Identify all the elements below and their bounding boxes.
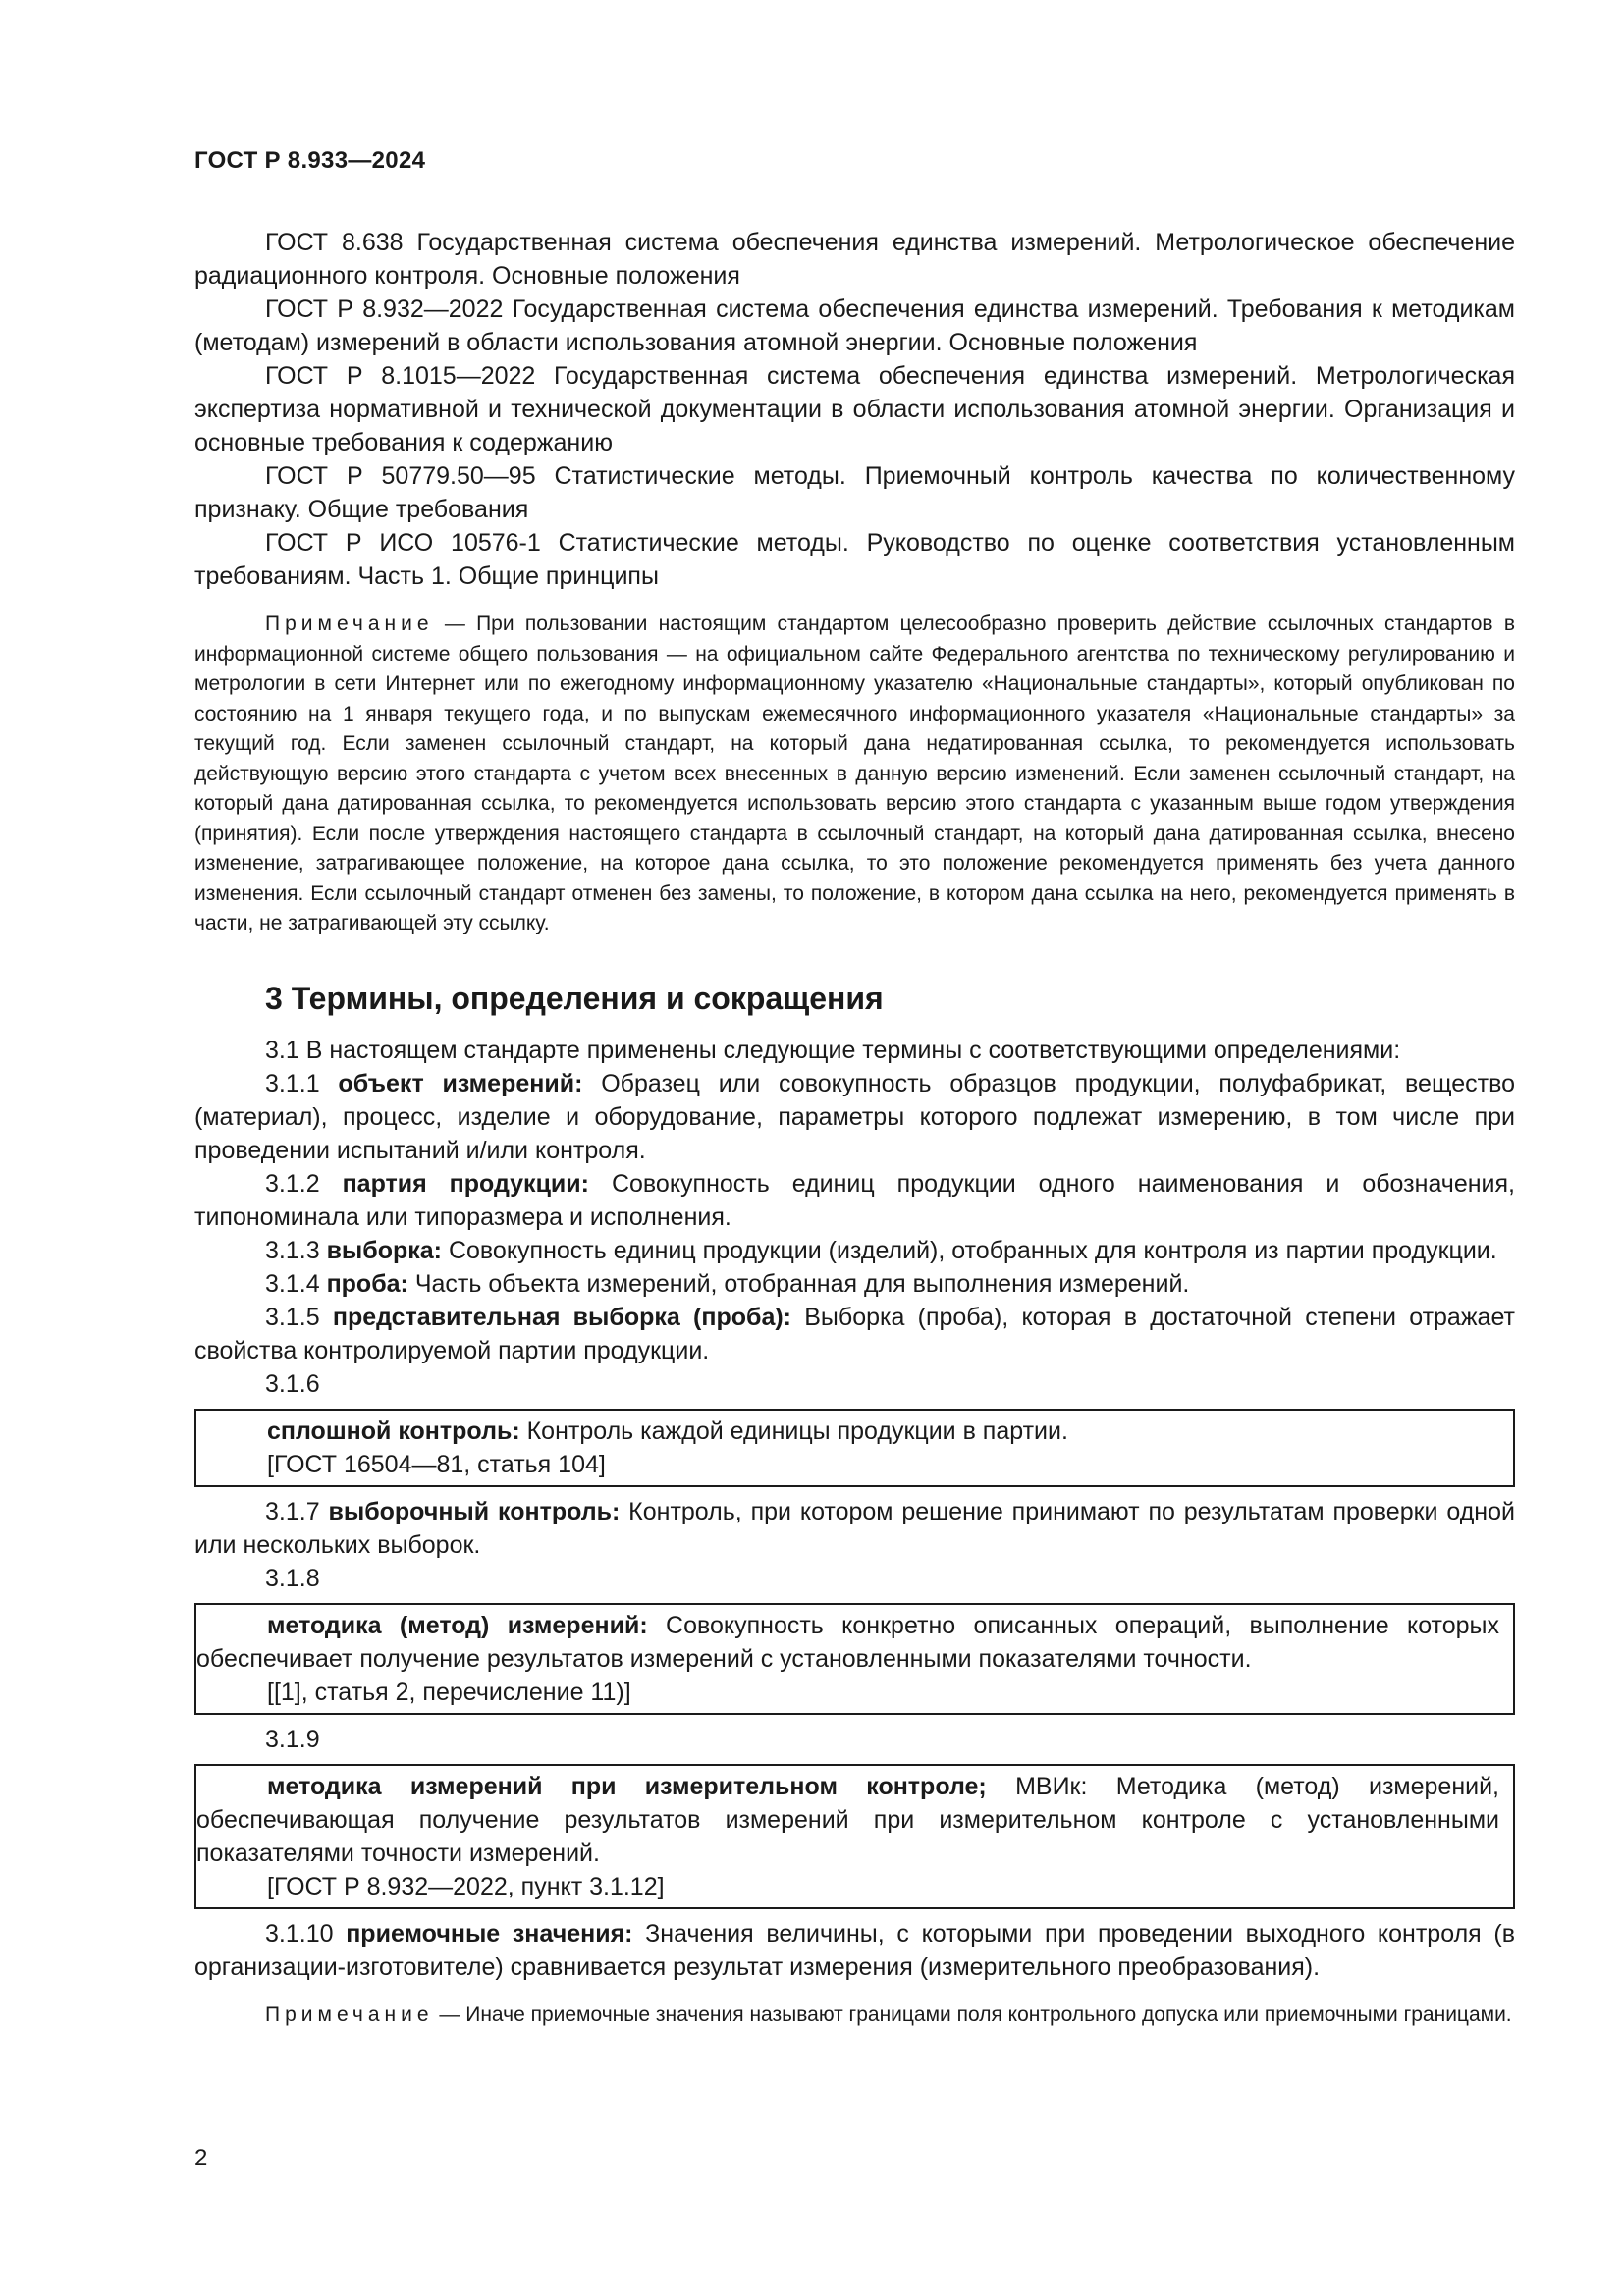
term-box-3-1-6 <box>194 1409 1515 1487</box>
term-3-1-3 <box>194 1234 1515 1267</box>
term-number: 3.1.10 <box>265 1919 347 1948</box>
term-definition: Совокупность единиц продукции (изделий), отобранных для контроля из партии продукции. <box>442 1236 1497 1264</box>
term-entry <box>196 1609 1499 1676</box>
term-3-1-7 <box>194 1495 1515 1562</box>
term-definition: МВИк: Методика (метод) измерений, обеспечивающая получение результатов измерений при измерительном контроле с установленными показателями точности измерений. <box>196 1772 1500 1867</box>
term-name: проба: <box>326 1269 408 1298</box>
term-number-3-1-8: 3.1.8 <box>265 1564 320 1592</box>
term-number: 3.1.5 <box>265 1303 333 1331</box>
term-definition: Часть объекта измерений, отобранная для выполнения измерений. <box>407 1269 1190 1298</box>
term-entry <box>196 1415 1499 1448</box>
page-number: 2 <box>194 2145 208 2171</box>
term-definition: Контроль каждой единицы продукции в партии. <box>519 1416 1068 1445</box>
reference-item: ГОСТ 8.638 Государственная система обеспечения единства измерений. Метрологическое обеспечение радиационного контроля. Основные положения <box>194 229 1515 290</box>
term-name: представительная выборка (проба): <box>332 1303 791 1331</box>
term-box-3-1-9 <box>194 1764 1515 1909</box>
term-number-3-1-6: 3.1.6 <box>265 1369 320 1398</box>
term-entry <box>196 1770 1499 1870</box>
normative-references-list <box>194 226 1515 593</box>
term-definition: Значения величины, с которыми при проведении выходного контроля (в организации-изготовителе) сравнивается результат измерения (измерительного преобразования). <box>194 1919 1515 1981</box>
term-definition: Совокупность единиц продукции одного наименования и обозначения, типономинала или типоразмера и исполнения. <box>194 1169 1515 1231</box>
term-number-3-1-9: 3.1.9 <box>265 1725 320 1753</box>
note-text: — Иначе приемочные значения называют границами поля контрольного допуска или приемочными границами. <box>433 2002 1512 2026</box>
term-definition: Совокупность конкретно описанных операций, выполнение которых обеспечивает получение результатов измерений с установленными показателями точности. <box>196 1611 1499 1673</box>
document-body <box>194 226 1515 2030</box>
document-page <box>194 0 1515 2296</box>
term-source: [ГОСТ Р 8.932—2022, пункт 3.1.12] <box>267 1872 665 1900</box>
term-name: сплошной контроль: <box>267 1416 520 1445</box>
note-text: — При пользовании настоящим стандартом целесообразно проверить действие ссылочных стандартов в информационной системе общего пользования — на официальном сайте Федерального агентства по техническому регулированию и метрологии в сети Интернет или по ежегодному информационному указателю «Национальные стандарты», который опубликован по состоянию на 1 января текущего года, и по выпускам ежемесячного информационного указателя «Национальные стандарты» за текущий год. Если заменен ссылочный стандарт, на который дана недатированная ссылка, то рекомендуется использовать действующую версию этого стандарта с учетом всех внесенных в данную версию изменений. Если заменен ссылочный стандарт, на который дана датированная ссылка, то рекомендуется использовать версию этого стандарта с указанным выше годом утверждения (принятия). Если после утверждения настоящего стандарта в ссылочный стандарт, на который дана датированная ссылка, внесено изменение, затрагивающее положение, на которое дана ссылка, то это положение рекомендуется применять без учета данного изменения. Если ссылочный стандарт отменен без замены, то положение, в котором дана ссылка на него, рекомендуется применять в части, не затрагивающей эту ссылку. <box>194 613 1515 934</box>
reference-item: ГОСТ Р 8.932—2022 Государственная система обеспечения единства измерений. Требования к методикам (методам) измерений в области использования атомной энергии. Основные положения <box>194 295 1515 356</box>
document-header: ГОСТ Р 8.933—2024 <box>194 147 426 174</box>
term-3-1-1 <box>194 1067 1515 1167</box>
reference-item: ГОСТ Р 8.1015—2022 Государственная система обеспечения единства измерений. Метрологическая экспертиза нормативной и технической документации в области использования атомной энергии. Организация и основные требования к содержанию <box>194 362 1515 456</box>
term-name: объект измерений: <box>338 1069 583 1097</box>
term-number: 3.1.4 <box>265 1269 327 1298</box>
term-source: [ГОСТ 16504—81, статья 104] <box>267 1450 606 1478</box>
term-3-1-5 <box>194 1301 1515 1367</box>
term-3-1-2 <box>194 1167 1515 1234</box>
section-title: 3 Термины, определения и сокращения <box>265 980 884 1016</box>
references-note <box>194 610 1515 939</box>
note-label: Примечание <box>265 2002 434 2026</box>
reference-item: ГОСТ Р ИСО 10576-1 Статистические методы. Руководство по оценке соответствия установленным требованиям. Часть 1. Общие принципы <box>194 529 1515 590</box>
term-name: приемочные значения: <box>346 1919 633 1948</box>
terms-intro: 3.1 В настоящем стандарте применены следующие термины с соответствующими определениями: <box>265 1036 1401 1064</box>
term-definition: Выборка (проба), которая в достаточной степени отражает свойства контролируемой партии продукции. <box>194 1303 1515 1364</box>
term-3-1-10 <box>194 1917 1515 1984</box>
term-definition: Контроль, при котором решение принимают по результатам проверки одной или нескольких выборок. <box>194 1497 1515 1559</box>
term-number: 3.1.7 <box>265 1497 329 1525</box>
term-number: 3.1.2 <box>265 1169 343 1198</box>
term-name: выборочный контроль: <box>328 1497 621 1525</box>
reference-item: ГОСТ Р 50779.50—95 Статистические методы. Приемочный контроль качества по количественному признаку. Общие требования <box>194 462 1515 523</box>
term-number: 3.1.1 <box>265 1069 339 1097</box>
term-definition: Образец или совокупность образцов продукции, полуфабрикат, вещество (материал), процесс, изделие и оборудование, параметры которого подлежат измерению, в том числе при проведении испытаний и/или контроля. <box>194 1069 1515 1164</box>
term-name: выборка: <box>326 1236 443 1264</box>
term-name: методика измерений при измерительном контроле; <box>267 1772 987 1800</box>
term-name: методика (метод) измерений: <box>267 1611 648 1639</box>
term-box-3-1-8 <box>194 1603 1515 1715</box>
term-source: [[1], статья 2, перечисление 11)] <box>267 1678 631 1706</box>
acceptance-values-note <box>194 2001 1515 2031</box>
term-number: 3.1.3 <box>265 1236 327 1264</box>
term-3-1-4 <box>194 1267 1515 1301</box>
note-label: Примечание <box>265 613 434 635</box>
term-name: партия продукции: <box>342 1169 589 1198</box>
